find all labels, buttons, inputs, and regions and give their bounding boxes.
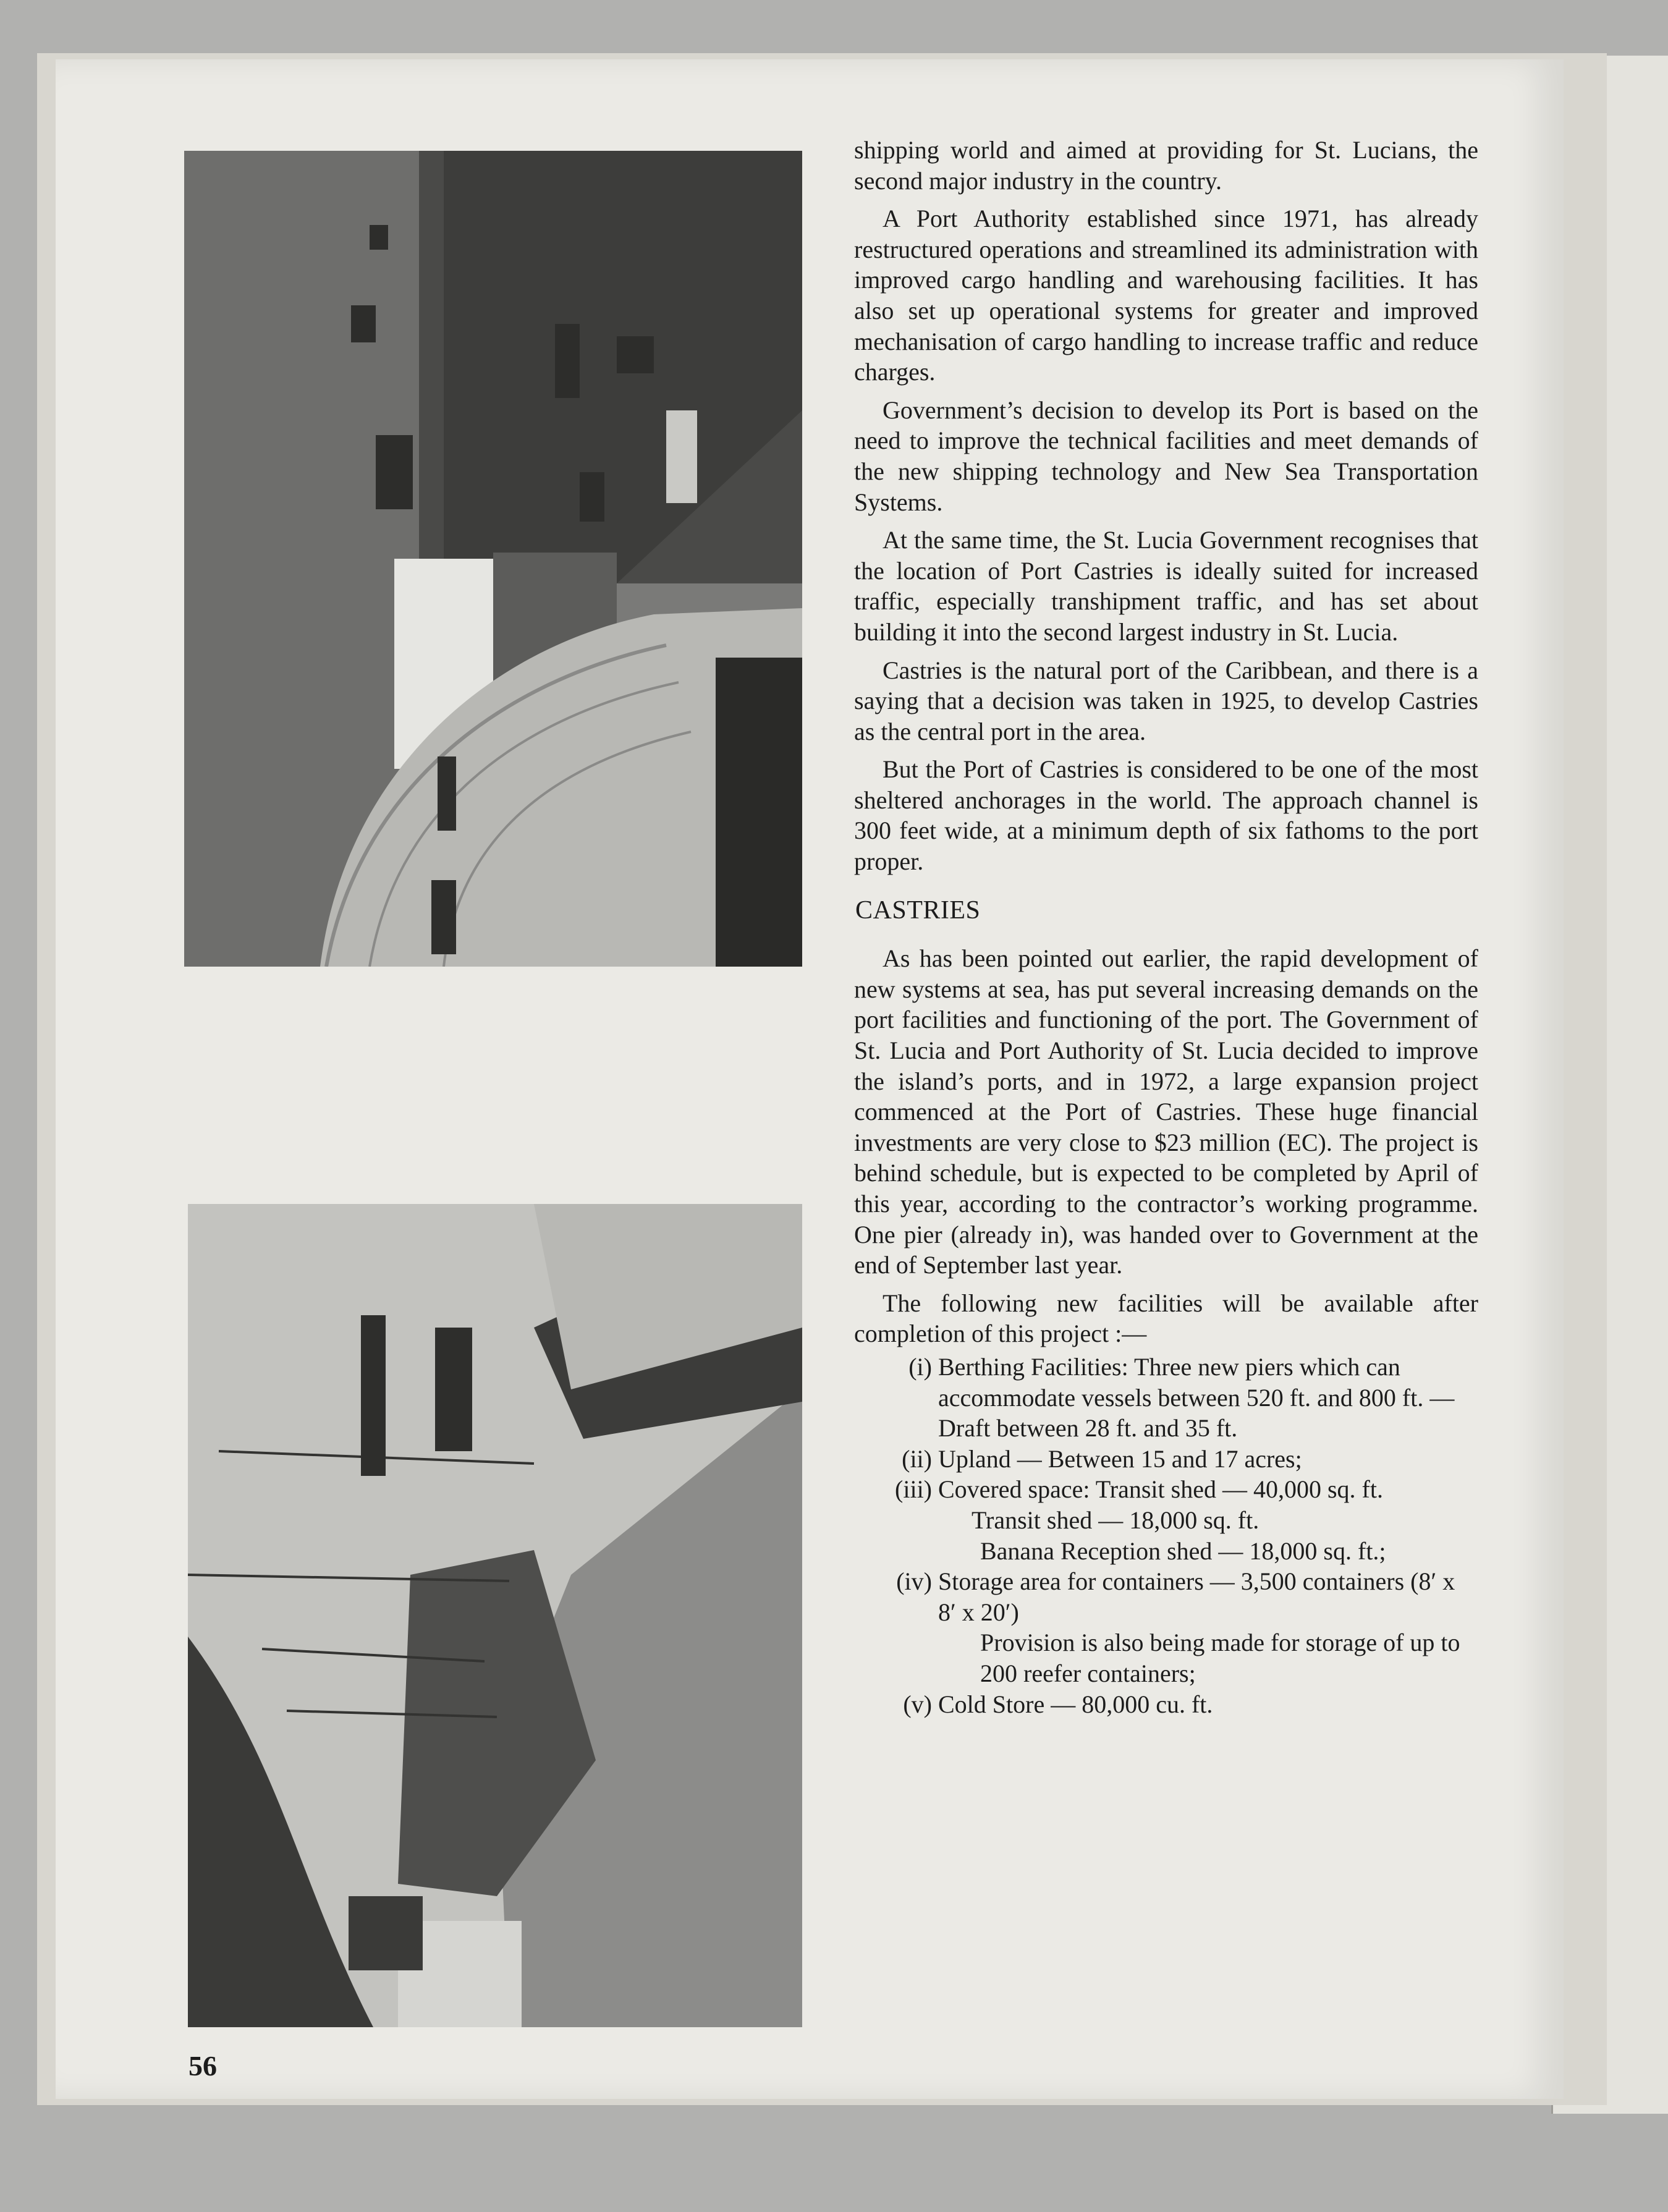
paragraph-2: A Port Authority established since 1971, has already restructured operations and streamlined its administration with improved cargo handling and warehousing facilities. It has also set up operational systems for greater and improved mechanisation of cargo handling to increase traffic and reduce charges. [854,205,1478,386]
list-number: (iv) [896,1567,932,1596]
list-number: (i) [908,1352,932,1381]
list-number: (ii) [902,1444,932,1473]
list-number: (v) [903,1690,932,1718]
paragraph-6: But the Port of Castries is considered to be one of the most sheltered anchorages in the world. The approach channel is 300 feet wide, at a minimum depth of six fathoms to the port proper. [854,755,1478,876]
page-number: 56 [188,2050,217,2082]
paragraph-3: Government’s decision to develop its Port is based on the need to improve the technical facilities and meet demands of the new shipping technology and New Sea Transportation Systems. [854,396,1478,516]
article-column [854,135,1478,1719]
list-number: (iii) [895,1475,932,1504]
paragraph-5: Castries is the natural port of the Caribbean, and there is a saying that a decision was taken in 1925, to develop Castries as the central port in the area. [854,656,1478,745]
list-continuation: Provision is also being made for storage of up to 200 reefer containers; [980,1629,1460,1687]
list-continuation: Banana Reception shed — 18,000 sq. ft.; [980,1536,1386,1565]
list-continuation: Transit shed — 18,000 sq. ft. [972,1506,1259,1534]
list-text: Storage area for containers — 3,500 containers (8′ x 8′ x 20′) [938,1567,1455,1626]
photo-port-aerial [184,151,802,967]
list-item [854,1444,1478,1475]
list-item [854,1566,1478,1627]
facilities-list [854,1352,1478,1719]
paragraph-1: shipping world and aimed at providing for St. Lucians, the second major industry in the country. [854,136,1478,195]
paragraph-4: At the same time, the St. Lucia Government recognises that the location of Port Castries is ideally suited for increased traffic, especially transhipment traffic, and has set about building it into the second largest industry in St. Lucia. [854,526,1478,646]
list-text: Cold Store — 80,000 cu. ft. [938,1690,1213,1718]
port-aerial-photo-icon [184,151,802,967]
list-text: Berthing Facilities: Three new piers which can accommodate vessels between 520 ft. and 800 ft. — Draft between 28 ft. and 35 ft. [938,1352,1455,1443]
paragraph-7: As has been pointed out earlier, the rapid development of new systems at sea, has put several increasing demands on the port facilities and functioning of the port. The Government of St. Lucia and Port Authority of St. Lucia decided to improve the island’s ports, and in 1972, a large expansion project commenced at the Port of Castries. These huge financial investments are very close to $23 million (EC). The project is behind schedule, but is expected to be completed by April of this year, according to the contractor’s working programme. One pier (already in), was handed over to Government at the end of September last year. [854,944,1478,1279]
photo-pier-ships [188,1204,802,2027]
paragraph-8: The following new facilities will be available after completion of this project :— [854,1289,1478,1348]
list-item [854,1474,1478,1505]
pier-ships-photo-icon [188,1204,802,2027]
list-item [854,1689,1478,1720]
list-text: Upland — Between 15 and 17 acres; [938,1444,1302,1473]
list-text: Covered space: Transit shed — 40,000 sq. ft. [938,1475,1383,1504]
section-heading: CASTRIES [855,896,981,925]
list-item [854,1352,1478,1444]
